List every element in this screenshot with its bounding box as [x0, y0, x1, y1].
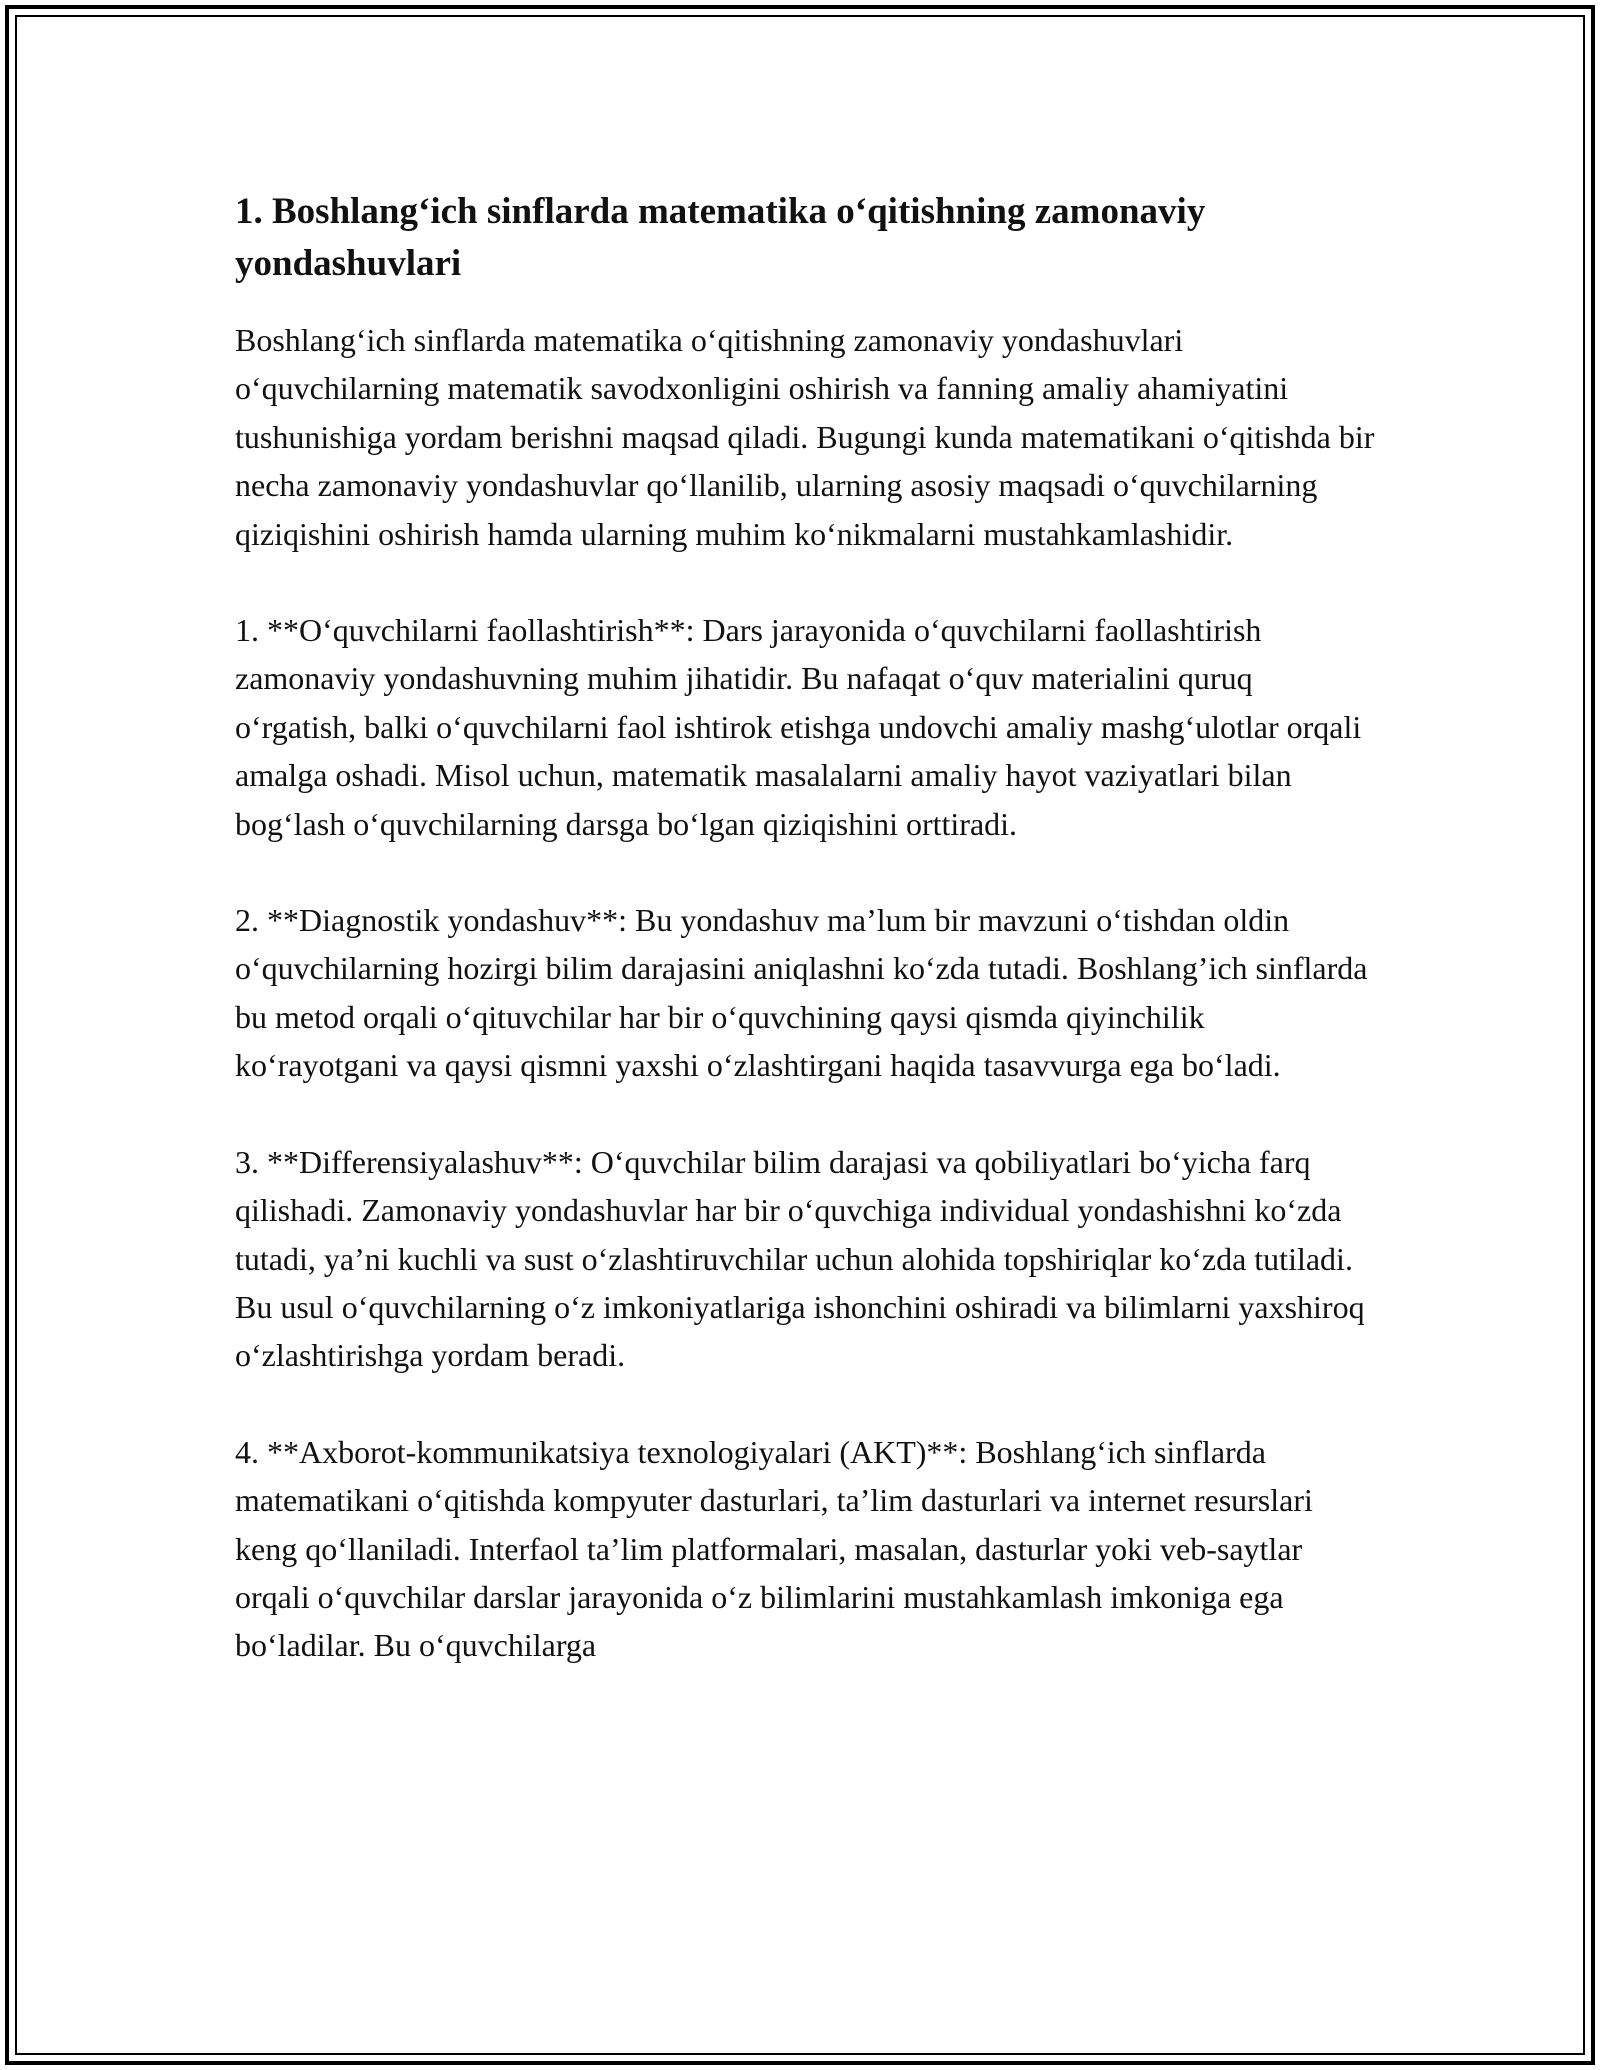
paragraph-ict: 4. **Axborot-kommunikatsiya texnologiyalari (AKT)**: Boshlang‘ich sinflarda matematikani o‘qitishda kompyuter dasturlari, ta’lim dasturlari va internet resurslari keng qo‘llaniladi. Interfaol ta’lim platformalari, masalan, dasturlar yoki veb-saytlar orqali o‘quvchilar darslar jarayonida o‘z bilimlarini mustahkamlash imkoniga ega bo‘ladilar. Bu o‘quvchilarga [235, 1433, 1313, 1664]
intro-paragraph: Boshlang‘ich sinflarda matematika o‘qitishning zamonaviy yondashuvlari o‘quvchilarning matematik savodxonligini oshirish va fanning amaliy ahamiyatini tushunishiga yordam berishni maqsad qiladi. Bugungi kunda matematikani o‘qitishda bir necha zamonaviy yondashuvlar qo‘llanilib, ularning asosiy maqsadi o‘quvchilarning qiziqishini oshirish hamda ularning muhim ko‘nikmalarni mustahkamlashidir. [235, 322, 1375, 552]
paragraph-student-activation: 1. **O‘quvchilarni faollashtirish**: Dars jarayonida o‘quvchilarni faollashtirish zamonaviy yondashuvning muhim jihatidir. Bu nafaqat o‘quv materialini quruq o‘rgatish, balki o‘quvchilarni faol ishtirok etishga undovchi amaliy mashg‘ulotlar orqali amalga oshadi. Misol uchun, matematik masalalarni amaliy hayot vaziyatlari bilan bog‘lash o‘quvchilarning darsga bo‘lgan qiziqishini orttiradi. [235, 612, 1362, 842]
document-body [235, 186, 1375, 1670]
page-title: 1. Boshlang‘ich sinflarda matematika o‘qitishning zamonaviy yondashuvlari [235, 191, 1206, 284]
paragraph-differentiation: 3. **Differensiyalashuv**: O‘quvchilar bilim darajasi va qobiliyatlari bo‘yicha farq qilishadi. Zamonaviy yondashuvlar har bir o‘quvchiga individual yondashishni ko‘zda tutadi, ya’ni kuchli va sust o‘zlashtiruvchilar uchun alohida topshiriqlar ko‘zda tutiladi. Bu usul o‘quvchilarning o‘z imkoniyatlariga ishonchini oshiradi va bilimlarni yaxshiroq o‘zlashtirishga yordam beradi. [235, 1143, 1365, 1374]
paragraph-diagnostic-approach: 2. **Diagnostik yondashuv**: Bu yondashuv ma’lum bir mavzuni o‘tishdan oldin o‘quvchilarning hozirgi bilim darajasini aniqlashni ko‘zda tutadi. Boshlang’ich sinflarda bu metod orqali o‘qituvchilar har bir o‘quvchining qaysi qismda qiyinchilik ko‘rayotgani va qaysi qismni yaxshi o‘zlashtirgani haqida tasavvurga ega bo‘ladi. [235, 902, 1368, 1084]
